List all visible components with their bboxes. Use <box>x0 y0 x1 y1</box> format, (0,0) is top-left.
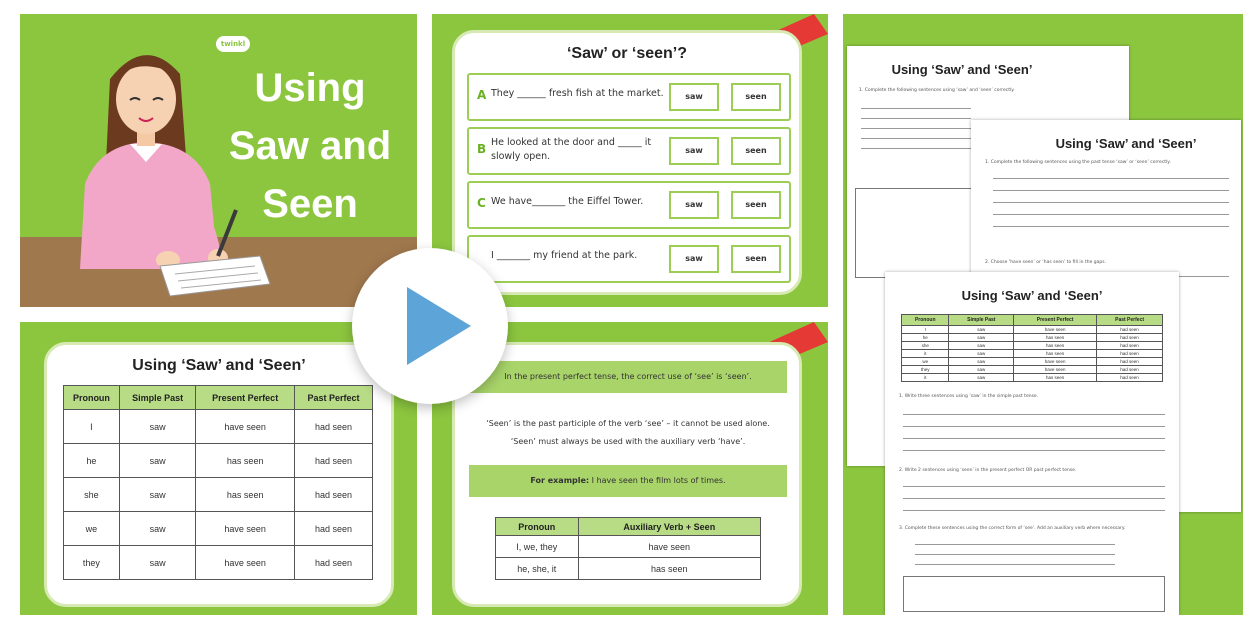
twinkl-logo: twinkl <box>216 36 250 52</box>
answer-seen-button[interactable]: seen <box>731 191 781 219</box>
answer-saw-button[interactable]: saw <box>669 83 719 111</box>
example-banner <box>469 465 787 497</box>
table-row <box>64 478 373 512</box>
table-cell: I, we, they <box>496 536 579 558</box>
title-line: Saw and <box>228 124 392 168</box>
question-row <box>467 73 791 121</box>
worksheet-instruction: 2. Choose ‘have seen’ or ‘has seen’ to fill in the gaps. <box>985 260 1107 265</box>
title-line: Using <box>254 66 366 110</box>
table-cell: saw <box>119 410 196 444</box>
question-text: They ______ fresh fish at the market. <box>491 88 664 99</box>
answer-seen-button[interactable]: seen <box>731 83 781 111</box>
table-cell: he, she, it <box>496 558 579 580</box>
worksheet-title: Using ‘Saw’ and ‘Seen’ <box>1055 136 1197 151</box>
table-cell: saw <box>119 546 196 580</box>
worksheet-question: 2. Write 2 sentences using ‘seen’ in the present perfect OR past perfect tense. <box>899 468 1077 473</box>
question-letter: C <box>477 196 486 210</box>
table-cell: saw <box>119 512 196 546</box>
conjugation-table <box>63 385 373 580</box>
table-row <box>64 444 373 478</box>
column-header: Simple Past <box>119 386 196 410</box>
table-cell: he <box>64 444 120 478</box>
question-row <box>467 235 791 283</box>
worksheet-page <box>885 272 1179 615</box>
rule-banner: In the present perfect tense, the correct use of ‘see’ is ‘seen’. <box>469 361 787 393</box>
worksheets-panel <box>843 14 1243 615</box>
table-cell: I <box>64 410 120 444</box>
auxiliary-table <box>495 517 761 580</box>
worksheet-title: Using ‘Saw’ and ‘Seen’ <box>891 62 1033 77</box>
girl-writing-illustration <box>50 34 290 304</box>
answer-saw-button[interactable]: saw <box>669 191 719 219</box>
question-text: He looked at the door and _____ it slowly open. <box>491 137 652 162</box>
question-text: I _______ my friend at the park. <box>491 250 638 261</box>
column-header: Pronoun <box>496 518 579 536</box>
answer-saw-button[interactable]: saw <box>669 137 719 165</box>
table-cell: had seen <box>294 478 372 512</box>
table-title: Using ‘Saw’ and ‘Seen’ <box>132 357 306 374</box>
play-button[interactable] <box>352 248 508 404</box>
table-cell: has seen <box>196 478 295 512</box>
table-cell: has seen <box>578 558 760 580</box>
column-header: Simple Past <box>949 315 1014 326</box>
table-cell: saw <box>119 478 196 512</box>
example-label: For example: <box>530 476 590 485</box>
explanation-text: ‘Seen’ is the past participle of the verb ‘see’ – it cannot be used alone. <box>486 419 770 428</box>
question-row <box>467 181 791 229</box>
table-row <box>64 512 373 546</box>
question-letter: A <box>477 88 487 102</box>
table-cell: had seen <box>294 512 372 546</box>
column-header: Pronoun <box>64 386 120 410</box>
question-letter: B <box>477 142 487 156</box>
table-cell: have seen <box>578 536 760 558</box>
worksheet-instruction: 1. Complete the following sentences using the past tense ‘saw’ or ‘seen’ correctly. <box>985 160 1171 165</box>
answer-seen-button[interactable]: seen <box>731 245 781 273</box>
table-cell: we <box>64 512 120 546</box>
table-row <box>496 558 761 580</box>
table-cell: they <box>64 546 120 580</box>
table-row <box>64 410 373 444</box>
question-text: We have_______ the Eiffel Tower. <box>491 196 644 207</box>
answer-saw-button[interactable]: saw <box>669 245 719 273</box>
table-cell: has seen <box>196 444 295 478</box>
table-cell: she <box>64 478 120 512</box>
title-slide <box>20 14 417 307</box>
column-header: Auxiliary Verb + Seen <box>578 518 760 536</box>
table-slide <box>20 322 417 615</box>
play-icon <box>407 287 471 365</box>
table-row <box>496 536 761 558</box>
column-header: Present Perfect <box>196 386 295 410</box>
worksheet-question: 1. Write three sentences using ‘saw’ in the simple past tense. <box>899 394 1039 399</box>
quiz-title: ‘Saw’ or ‘seen’? <box>566 45 688 62</box>
question-row <box>467 127 791 175</box>
table-cell: had seen <box>294 444 372 478</box>
answer-seen-button[interactable]: seen <box>731 137 781 165</box>
table-card <box>44 342 394 607</box>
worksheet-table: Pronoun Simple Past Present Perfect Past Perfect I saw have seen had seen he saw has seen had seen she saw has seen had seen it saw has seen had seen we saw have seen had seen they saw have seen had seen it saw has seen had seen <box>901 314 1163 382</box>
explanation-text: ‘Seen’ must always be used with the auxiliary verb ‘have’. <box>510 437 746 446</box>
title-line: Seen <box>262 182 358 226</box>
worksheet-instruction: 1. Complete the following sentences using ‘saw’ and ‘seen’ correctly. <box>859 88 1015 93</box>
worksheet-box <box>903 576 1165 612</box>
table-row <box>64 546 373 580</box>
table-cell: had seen <box>294 410 372 444</box>
example-text: I have seen the film lots of times. <box>591 476 726 485</box>
quiz-card <box>452 30 802 295</box>
column-header: Past Perfect <box>294 386 372 410</box>
worksheet-title: Using ‘Saw’ and ‘Seen’ <box>961 288 1103 303</box>
column-header: Pronoun <box>902 315 949 326</box>
column-header: Past Perfect <box>1097 315 1163 326</box>
explanation-card <box>452 342 802 607</box>
table-cell: saw <box>119 444 196 478</box>
table-cell: have seen <box>196 410 295 444</box>
worksheet-table <box>855 188 975 278</box>
table-cell: had seen <box>294 546 372 580</box>
quiz-slide <box>432 14 828 307</box>
table-cell: have seen <box>196 546 295 580</box>
worksheet-question: 3. Complete these sentences using the correct form of ‘see’. Add an auxiliary verb where necessary. <box>899 526 1126 531</box>
column-header: Present Perfect <box>1014 315 1097 326</box>
table-cell: have seen <box>196 512 295 546</box>
